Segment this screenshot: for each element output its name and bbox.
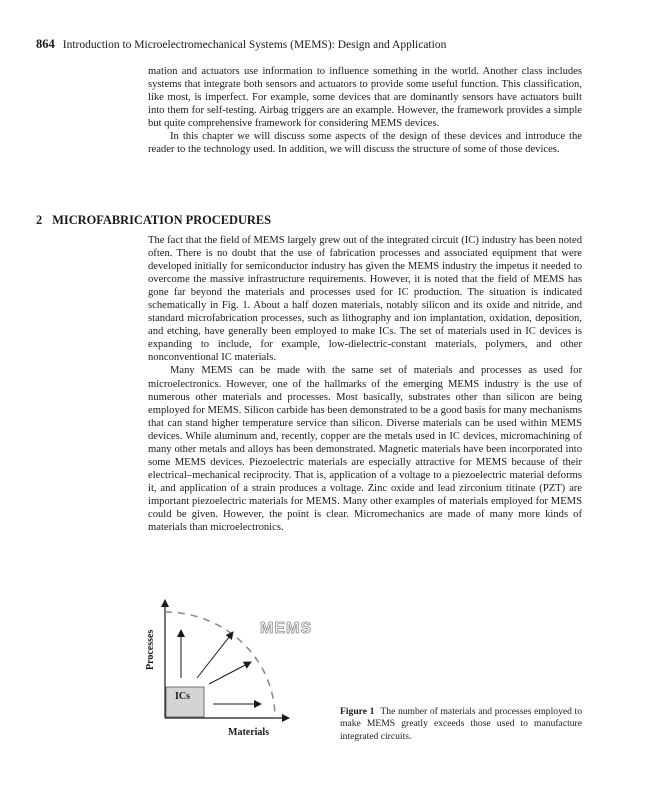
intro-paragraph-1: mation and actuators use information to influence something in the world. Another class includes systems that integrate both sensors and actuators to provide some useful function. This classification, like most, is imperfect. For example, some devices that are dominantly sensors have actuators built into them for self-testing. Airbag triggers are an example. However, the framework provides a simple but quite comprehensive framework for considering MEMS devices.: [148, 66, 582, 130]
section-heading: [36, 213, 271, 228]
section-number: 2: [36, 213, 43, 227]
figure-diagram: [143, 590, 293, 750]
running-header: [36, 37, 446, 52]
section-paragraph-1: The fact that the field of MEMS largely grew out of the integrated circuit (IC) industry has been noted often. There is no doubt that the use of fabrication processes and associated equipment that were developed initially for semiconductor industry has given the MEMS industry the impetus it needed to overcome the massive infrastructure requirements. However, it is noted that the field of MEMS has gone far beyond the materials and processes used for IC production. The situation is indicated schematically in Fig. 1. About a half dozen materials, notably silicon and its oxide and nitride, and standard microfabrication processes, such as lithography and ion implantation, oxidation, deposition, and etching, have generally been employed to make ICs. The set of materials used in IC devices is expanding to include, for example, low-dielectric-constant materials, polymers, and other nonconventional IC materials.: [148, 235, 582, 364]
ics-label: ICs: [175, 691, 191, 702]
section-title: MICROFABRICATION PROCEDURES: [52, 213, 271, 227]
x-axis-label: Materials: [228, 727, 270, 738]
figure-caption: [340, 706, 582, 743]
section-paragraph-2: Many MEMS can be made with the same set of materials and processes as used for microelectronics. However, one of the hallmarks of the emerging MEMS industry is the use of numerous other materials and processes. Most basically, substrates other than silicon are being employed for MEMS. Silicon carbide has been demonstrated to be a good basis for many mechanisms that can stand higher temperature service than silicon. Diverse materials can be used within MEMS devices. While aluminum and, recently, copper are the metals used in IC devices, micromachining of many other metals and alloys has been demonstrated. Magnetic materials have been incorporated into some MEMS devices. Piezoelectric materials are especially attractive for MEMS because of their electrical–mechanical reciprocity. That is, application of a voltage to a piezoelectric material deforms it, and application of a strain produces a voltage. Zinc oxide and lead zirconium titinate (PZT) are important piezoelectric materials for MEMS. Many other examples of materials employed for MEMS could be given. However, the point is clear. Micromechanics are made of many more kinds of materials than microelectronics.: [148, 365, 582, 534]
caption-label: Figure 1: [340, 706, 375, 717]
figure-1: [143, 590, 312, 750]
intro-paragraph-2: In this chapter we will discuss some aspects of the design of these devices and introduce the reader to the technology used. In addition, we will discuss the structure of some of those devices.: [148, 131, 582, 156]
caption-text: The number of materials and processes employed to make MEMS greatly exceeds those used to manufacture integrated circuits.: [340, 706, 582, 742]
page-number: 864: [36, 37, 55, 51]
arrow-diagonal: [197, 632, 233, 678]
running-title: Introduction to Microelectromechanical Systems (MEMS): Design and Application: [62, 39, 447, 51]
section-text: [148, 234, 582, 534]
arrow-low-diagonal: [209, 662, 251, 684]
y-axis-label: Processes: [145, 629, 156, 670]
mems-label: MEMS: [260, 620, 312, 637]
intro-text: [148, 65, 582, 156]
